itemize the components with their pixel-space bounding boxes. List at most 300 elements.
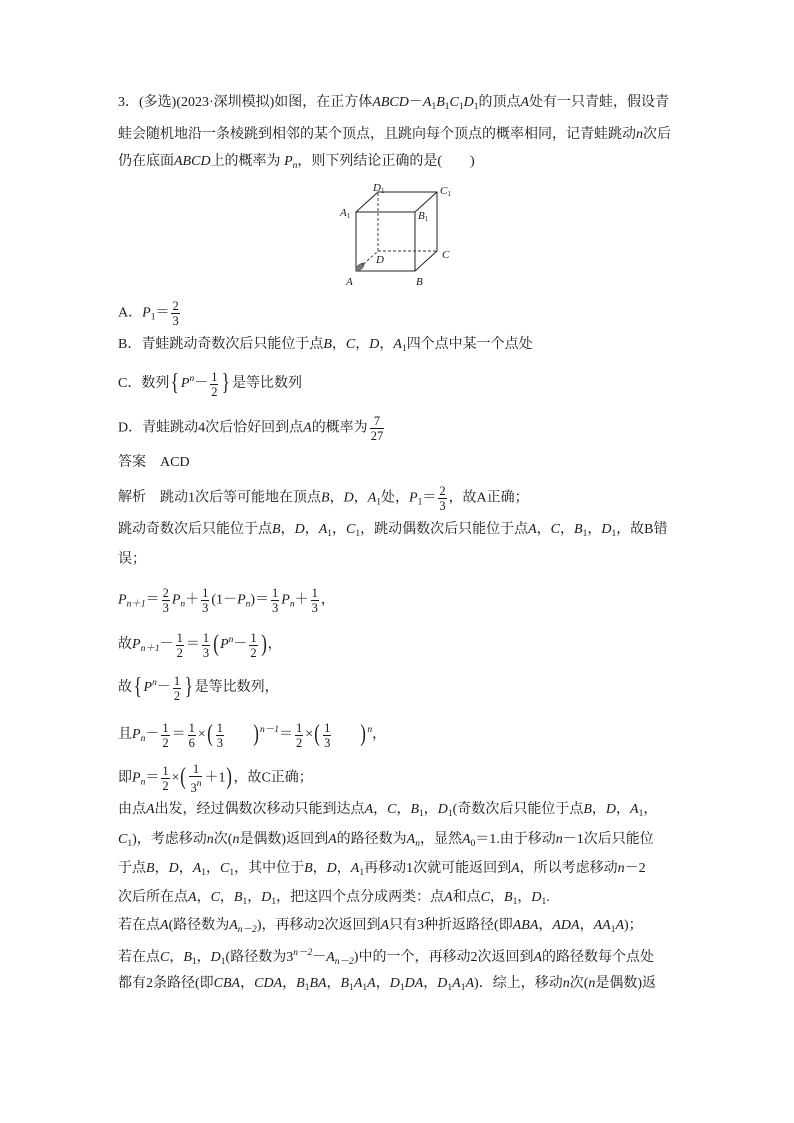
fraction-numerator: 1 xyxy=(202,630,210,645)
text-run: ， xyxy=(423,802,438,817)
math-variable: CBA xyxy=(213,976,241,991)
math-variable: D xyxy=(168,861,179,876)
option-b xyxy=(118,327,533,367)
answer-line xyxy=(118,443,190,483)
text-run: ，跳动偶数次后只能位于点 xyxy=(360,522,529,537)
subscript: n－2 xyxy=(237,925,257,935)
cube-edge-cb xyxy=(415,251,437,271)
fraction-numerator: 7 xyxy=(370,414,385,429)
text-run: 的概率为 xyxy=(311,420,368,436)
subscript: n xyxy=(245,599,251,610)
math-variable: A xyxy=(452,976,461,991)
math-variable: A xyxy=(353,976,363,991)
math-variable: A xyxy=(229,918,238,933)
vertex-subscript: 1 xyxy=(380,187,385,195)
math-variable: D xyxy=(531,890,542,905)
text-run: ＝ xyxy=(145,770,160,786)
math-variable: P xyxy=(132,727,141,743)
subscript: 1 xyxy=(458,102,464,112)
math-variable: P xyxy=(132,770,141,786)
fraction-denominator xyxy=(438,499,446,513)
line-content xyxy=(118,762,313,795)
math-variable: DA xyxy=(404,976,424,991)
text-run: 且 xyxy=(118,727,132,743)
text-run: ， xyxy=(282,976,297,991)
line-content xyxy=(118,453,190,473)
text-run: ＝ xyxy=(278,727,293,743)
math-variable: A xyxy=(533,949,543,965)
option-c xyxy=(118,364,302,404)
fraction xyxy=(216,721,224,750)
text-run: ， xyxy=(312,861,327,876)
text-run: 是偶数)返 xyxy=(595,976,657,991)
text-run: ， xyxy=(196,890,211,905)
vertex-letter: B xyxy=(416,276,423,288)
text-run: × xyxy=(197,727,206,743)
text-run: ， xyxy=(331,337,346,352)
text-run: 和点 xyxy=(452,890,481,905)
fraction-denominator xyxy=(210,385,218,399)
text-run: ， xyxy=(304,522,319,537)
text-run: ，故C正确； xyxy=(233,770,313,786)
math-variable: P xyxy=(171,592,181,608)
fraction-denominator xyxy=(271,601,279,615)
text-run: ， xyxy=(336,861,351,876)
text-run: 的路径数为 xyxy=(336,832,407,847)
bracket: { xyxy=(171,370,180,397)
text-run: 是偶数)返回到 xyxy=(239,832,329,847)
math-variable: A xyxy=(367,976,376,991)
line-content xyxy=(118,125,671,145)
vertex-letter: B xyxy=(418,210,425,222)
math-variable: AA xyxy=(593,918,611,933)
fraction xyxy=(438,484,446,513)
fraction-denominator xyxy=(311,601,319,615)
fraction-denominator-text: 2 xyxy=(295,735,303,750)
bracket: } xyxy=(222,370,231,397)
fraction-numerator: 1 xyxy=(162,720,169,735)
line-content xyxy=(118,369,302,398)
math-variable: A xyxy=(160,918,169,933)
vertex-label-a1 xyxy=(339,207,351,220)
subscript: 1 xyxy=(401,344,407,354)
bracket: ) xyxy=(226,764,233,791)
superscript: n－1 xyxy=(259,725,279,736)
cube-edge-c1b1 xyxy=(415,192,437,212)
subscript: 1 xyxy=(610,925,616,935)
text-run: 误； xyxy=(118,552,146,567)
fraction xyxy=(201,586,209,615)
text-run: 若在点 xyxy=(118,949,160,965)
fraction xyxy=(188,721,196,750)
text-run: ， xyxy=(178,861,193,876)
vertex-letter: C xyxy=(440,185,448,197)
text-run: (奇数次后只能位于点 xyxy=(452,802,584,817)
section-label: 解析 xyxy=(118,490,146,506)
subscript: 1 xyxy=(127,839,133,849)
subscript: 1 xyxy=(229,868,235,878)
text-run: ， xyxy=(379,337,394,352)
subscript: 1 xyxy=(512,897,518,907)
text-run: 的路径数每个点处 xyxy=(542,949,655,965)
vertex-label-b1 xyxy=(418,210,429,223)
text-run: 再移动1次就可能返回到 xyxy=(364,861,512,876)
math-variable: P xyxy=(132,637,141,653)
math-variable: D xyxy=(463,95,474,110)
fraction-numerator: 2 xyxy=(439,483,446,498)
fraction xyxy=(173,674,181,703)
bracket: ( xyxy=(206,721,213,748)
subscript: n xyxy=(289,599,295,610)
math-variable: A xyxy=(350,861,360,876)
text-run: 蛙会随机地沿一条棱跳到相邻的某个顶点，且跳向每个顶点的概率相同，记青蛙跳动 xyxy=(118,127,636,142)
text-run: 次后所在点 xyxy=(118,890,188,905)
bracket: } xyxy=(184,674,193,701)
text-run: ， xyxy=(240,976,255,991)
math-variable: D xyxy=(605,802,617,817)
text-run: (路径数为 xyxy=(168,918,230,933)
text-run: ，故B错 xyxy=(616,522,668,537)
fraction xyxy=(323,721,331,750)
text-run: ， xyxy=(396,802,411,817)
superscript: n xyxy=(152,678,157,689)
fraction-denominator xyxy=(201,601,209,615)
text-run: ，其中位于 xyxy=(234,861,305,876)
text-run: ，显然 xyxy=(419,832,462,847)
math-variable: D xyxy=(437,802,448,817)
text-run: ， xyxy=(355,337,370,352)
math-variable: A xyxy=(367,490,377,506)
subscript: 1 xyxy=(304,983,310,993)
fraction-denominator-text: 27 xyxy=(370,428,384,443)
text-run: 故 xyxy=(118,637,132,653)
fraction-denominator-text: 3 xyxy=(272,600,279,615)
fraction-denominator-text: 3 xyxy=(162,600,169,615)
math-variable: A xyxy=(444,890,453,905)
text-run: ， xyxy=(169,949,184,965)
fraction xyxy=(271,586,279,615)
text-run: － xyxy=(156,680,171,696)
math-variable: A xyxy=(326,949,335,965)
math-variable: C xyxy=(118,832,128,847)
math-variable: D xyxy=(437,976,448,991)
math-variable: n xyxy=(617,861,625,876)
math-variable: A xyxy=(422,95,432,110)
fraction-denominator xyxy=(173,689,181,703)
subscript: 1 xyxy=(417,497,423,508)
text-run: )，再移动2次返回到 xyxy=(256,918,381,933)
line-content xyxy=(118,630,282,659)
subscript: 1 xyxy=(271,897,277,907)
analysis-line-2 xyxy=(118,512,668,552)
fraction-denominator-text: 3 xyxy=(439,498,446,513)
fraction-denominator xyxy=(171,314,179,328)
text-run: ＝ xyxy=(155,305,170,321)
subscript: 1 xyxy=(460,983,466,993)
text-run: ， xyxy=(154,861,169,876)
text-run: ＝ xyxy=(185,637,200,653)
subscript: 1 xyxy=(541,897,547,907)
superscript: n xyxy=(189,374,195,385)
cube-edge-a1d1 xyxy=(356,192,378,212)
math-variable: A xyxy=(364,802,374,817)
fraction-numerator: 1 xyxy=(188,720,195,735)
subscript: n xyxy=(140,777,146,788)
fraction xyxy=(162,586,170,615)
vertex-letter: C xyxy=(442,249,450,261)
math-variable: D xyxy=(343,490,354,506)
math-variable: B xyxy=(436,95,445,110)
fraction-numerator: 1 xyxy=(324,720,331,735)
fraction-numerator: 1 xyxy=(189,762,202,777)
fraction-numerator: 1 xyxy=(295,720,303,735)
math-variable: P xyxy=(143,680,153,696)
math-variable: n xyxy=(562,976,570,991)
vertex-label-d xyxy=(375,254,384,266)
superscript: n xyxy=(196,778,202,789)
math-variable: B xyxy=(574,522,583,537)
fraction-denominator xyxy=(249,646,257,660)
fraction xyxy=(171,299,179,328)
fraction-denominator-text: 2 xyxy=(173,688,181,703)
text-run: ＋ xyxy=(185,592,200,608)
fraction-numerator: 2 xyxy=(162,585,169,600)
math-variable: C xyxy=(160,949,170,965)
fraction-denominator-text: 2 xyxy=(211,384,218,399)
text-run: 次后 xyxy=(643,127,671,142)
text-run: 即 xyxy=(118,770,132,786)
text-run: 于点 xyxy=(118,861,146,876)
text-run: ， xyxy=(560,522,574,537)
fraction-denominator-text: 2 xyxy=(176,645,183,660)
fraction xyxy=(189,762,202,795)
math-variable: A xyxy=(380,918,390,933)
fraction-denominator xyxy=(176,646,184,660)
subscript: 1 xyxy=(611,529,617,539)
math-variable: P xyxy=(409,490,418,506)
math-variable: A xyxy=(615,918,625,933)
fraction-denominator xyxy=(370,429,385,443)
math-variable: A xyxy=(188,890,197,905)
bracket: ( xyxy=(180,764,187,791)
fraction-denominator-text: 3 xyxy=(202,600,209,615)
math-variable: B xyxy=(304,861,313,876)
analysis-line-4 xyxy=(118,580,335,620)
math-variable: C xyxy=(345,337,356,352)
text-run: 次( xyxy=(569,976,589,991)
text-run: ， xyxy=(591,802,606,817)
fraction-denominator-text: 3 xyxy=(172,313,179,328)
math-variable: A xyxy=(303,420,312,436)
vertex-letter: D xyxy=(373,182,381,194)
text-run: － xyxy=(145,727,160,743)
math-variable: n xyxy=(636,127,643,142)
subscript: 1 xyxy=(473,102,479,112)
math-variable: C xyxy=(449,95,459,110)
text-run: ACD xyxy=(160,455,190,470)
text-run: 故 xyxy=(118,680,132,696)
line-content xyxy=(118,93,669,117)
subscript: 1 xyxy=(431,102,437,112)
superscript: n－2 xyxy=(293,947,313,958)
text-run: ， xyxy=(587,522,602,537)
math-variable: C xyxy=(550,522,560,537)
fraction xyxy=(161,764,169,793)
text-run: ， xyxy=(332,522,346,537)
math-variable: B xyxy=(340,976,350,991)
fraction-numerator: 2 xyxy=(172,298,179,313)
text-run: ， xyxy=(373,802,388,817)
subscript: 1 xyxy=(447,983,453,993)
text-run: － xyxy=(159,637,174,653)
text-run: 出发，经过偶数次移动只能到达点 xyxy=(154,802,365,817)
math-variable: B xyxy=(321,490,330,506)
text-run: － xyxy=(194,376,209,392)
text-run: ， xyxy=(280,522,295,537)
text-run: ， xyxy=(375,976,390,991)
text-run: ＋1 xyxy=(204,770,226,786)
subscript: 1 xyxy=(242,897,248,907)
math-variable: A xyxy=(461,832,471,847)
math-variable: A xyxy=(192,861,202,876)
math-variable: D xyxy=(261,890,272,905)
math-variable: ABCD xyxy=(372,95,409,110)
text-run: ＝ xyxy=(171,727,186,743)
math-variable: P xyxy=(284,154,293,169)
text-run: ， xyxy=(247,890,262,905)
subscript: 1 xyxy=(399,983,405,993)
math-variable: A xyxy=(393,337,402,352)
fraction xyxy=(370,414,385,443)
subscript: 1 xyxy=(638,809,644,819)
subscript: 1 xyxy=(582,529,588,539)
text-run: ，把这四个点分成两类：点 xyxy=(276,890,445,905)
line-content xyxy=(118,484,529,513)
fraction-denominator xyxy=(202,646,210,660)
math-variable: BA xyxy=(309,976,327,991)
fraction-numerator: 1 xyxy=(250,630,257,645)
fraction xyxy=(202,631,210,660)
math-variable: A xyxy=(318,522,328,537)
line-content xyxy=(118,974,656,998)
text-run: ， xyxy=(320,592,335,608)
subscript: n＋1 xyxy=(140,644,160,655)
analysis-line-7 xyxy=(118,715,386,755)
text-run: ＋ xyxy=(294,592,309,608)
text-run: D．青蛙跳动4次后恰好回到点 xyxy=(118,420,304,436)
math-variable: B xyxy=(323,337,332,352)
fraction-denominator xyxy=(323,736,331,750)
bracket: ) xyxy=(253,721,259,748)
math-variable: P xyxy=(220,637,229,653)
math-variable: D xyxy=(369,337,380,352)
vertex-subscript: 1 xyxy=(346,212,351,220)
text-run: 是等比数列， xyxy=(194,680,279,696)
line-content xyxy=(118,586,335,615)
fraction-denominator xyxy=(162,601,170,615)
subscript: n xyxy=(180,599,186,610)
text-run: 是等比数列 xyxy=(231,376,302,392)
fraction-denominator xyxy=(161,779,169,793)
math-variable: A xyxy=(406,832,416,847)
subscript: 0 xyxy=(470,839,476,849)
text-run: ， xyxy=(267,637,282,653)
math-variable: D xyxy=(326,861,337,876)
math-variable: B xyxy=(504,890,513,905)
bracket: ) xyxy=(360,721,367,748)
fraction-denominator-text: 3 xyxy=(190,780,197,795)
text-run: . xyxy=(546,890,550,905)
text-run: )； xyxy=(624,918,643,933)
text-run: (路径数为3 xyxy=(225,949,294,965)
analysis-line-3 xyxy=(118,540,146,580)
subscript: 1 xyxy=(447,809,453,819)
subscript: n＋1 xyxy=(126,599,146,610)
text-run: )＝ xyxy=(250,592,270,608)
section-label: 答案 xyxy=(118,455,146,470)
text-run: 处有一只青蛙，假设青 xyxy=(529,95,670,110)
fraction-numerator: 1 xyxy=(211,369,218,384)
superscript: n xyxy=(228,635,234,646)
text-run: ，所以考虑移动 xyxy=(519,861,618,876)
fraction-numerator: 1 xyxy=(216,720,223,735)
text-run: )中的一个，再移动2次返回到 xyxy=(353,949,534,965)
fraction xyxy=(311,586,319,615)
math-variable: n xyxy=(232,832,240,847)
subscript: 1 xyxy=(355,529,361,539)
subscript: 1 xyxy=(419,809,424,819)
fraction-numerator: 1 xyxy=(162,763,169,778)
fraction-numerator: 1 xyxy=(173,673,181,688)
fraction-numerator: 1 xyxy=(202,585,209,600)
line-content xyxy=(118,673,279,702)
line-content xyxy=(118,299,182,328)
subscript: n xyxy=(415,839,420,849)
vertex-label-d1 xyxy=(372,182,385,195)
text-run: A． xyxy=(118,305,143,321)
text-run: ， xyxy=(372,727,387,743)
math-variable: D xyxy=(210,949,221,965)
text-run: － xyxy=(312,949,327,965)
text-run: ， xyxy=(616,802,631,817)
subscript: 1 xyxy=(327,529,332,539)
subscript: 1 xyxy=(349,983,354,993)
text-run: 的顶点 xyxy=(478,95,521,110)
math-variable: B xyxy=(183,949,192,965)
subscript: n xyxy=(292,161,298,171)
text-run: ， xyxy=(206,861,220,876)
text-run: (1－ xyxy=(211,592,238,608)
fraction-denominator-text: 2 xyxy=(162,735,169,750)
fraction xyxy=(210,370,218,399)
text-run: 由点 xyxy=(118,802,146,817)
subscript: 1 xyxy=(376,497,381,508)
fraction-numerator: 1 xyxy=(272,585,279,600)
math-variable: P xyxy=(237,592,246,608)
text-run: × xyxy=(171,770,180,786)
text-run: 若在点 xyxy=(118,918,160,933)
math-variable: ABA xyxy=(512,918,539,933)
math-variable: n xyxy=(555,832,563,847)
subscript: 1 xyxy=(150,312,156,323)
fraction-denominator-text: 2 xyxy=(250,645,257,660)
fraction-numerator: 1 xyxy=(311,585,318,600)
fraction-denominator xyxy=(295,736,303,750)
line-content xyxy=(118,520,668,544)
text-run: ， xyxy=(353,490,368,506)
math-variable: B xyxy=(296,976,305,991)
fraction-denominator xyxy=(161,736,169,750)
